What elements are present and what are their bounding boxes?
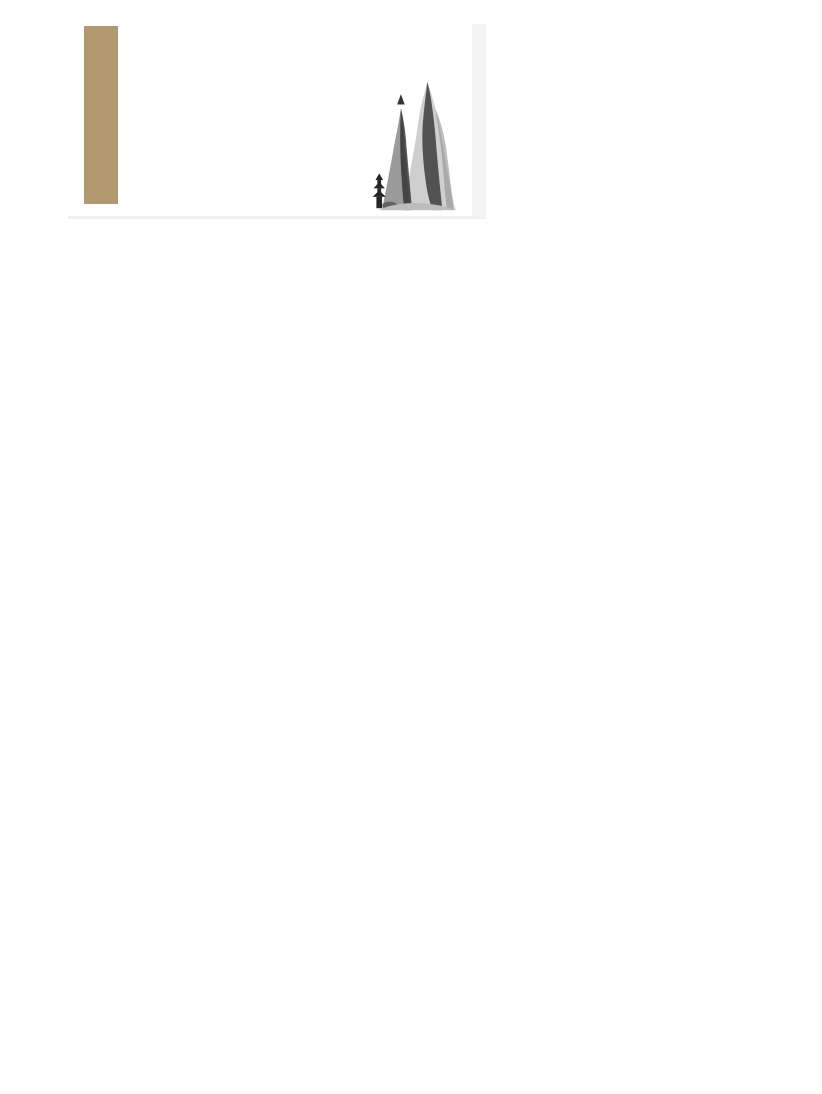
document-content [0, 0, 822, 219]
ink-mountain-art [368, 80, 464, 212]
slide-figure [68, 24, 486, 219]
vertical-banner [84, 26, 118, 204]
